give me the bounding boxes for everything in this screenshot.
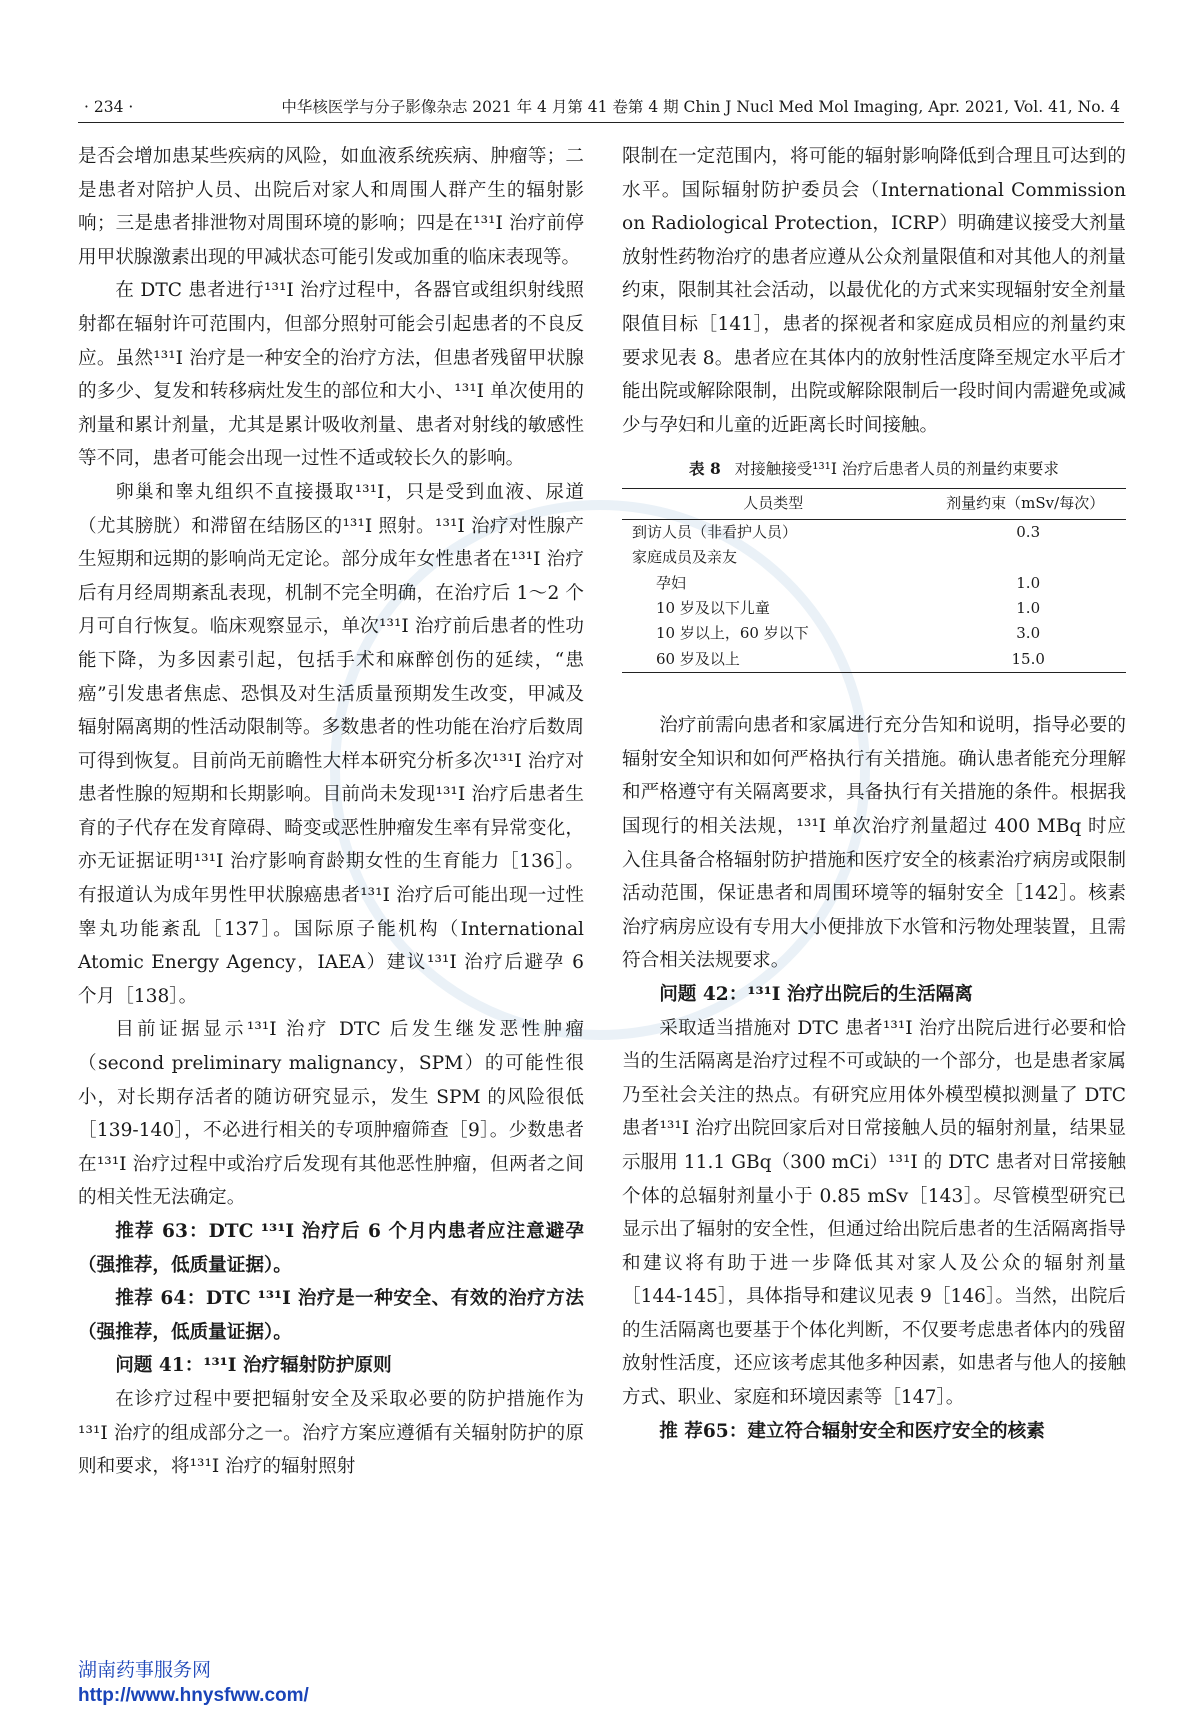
table-cell: 0.3 xyxy=(1016,522,1041,541)
table-row xyxy=(622,571,1126,596)
table-row xyxy=(622,596,1126,621)
table-cell: 1.0 xyxy=(1016,598,1041,617)
table-cell: 15.0 xyxy=(1011,649,1045,668)
paragraph: 在诊疗过程中要把辐射安全及采取必要的防护措施作为¹³¹I 治疗的组成部分之一。治疗方案应遵循有关辐射防护的原则和要求，将¹³¹I 治疗的辐射照射 xyxy=(78,1388,584,1478)
paragraph: 在 DTC 患者进行¹³¹I 治疗过程中，各器官或组织射线照射都在辐射许可范围内，但部分照射可能会引起患者的不良反应。虽然¹³¹I 治疗是一种安全的治疗方法，但患者残留甲状腺的多少、复发和转移病灶发生的部位和大小、¹³¹I 单次使用的剂量和累计剂量，尤其是累计吸收剂量、患者对射线的敏感性等不同，患者可能会出现一过性不适或较长久的影响。 xyxy=(78,280,584,470)
table-title: 对接触接受¹³¹I 治疗后患者人员的剂量约束要求 xyxy=(734,460,1059,479)
table-label: 表 8 xyxy=(689,459,721,479)
table-caption xyxy=(622,456,1126,482)
recommendation-65: 推 荐65：建立符合辐射安全和医疗安全的核素 xyxy=(659,1420,1045,1442)
paragraph: 治疗前需向患者和家属进行充分告知和说明，指导必要的辐射安全知识和如何严格执行有关措施。确认患者能充分理解和严格遵守有关隔离要求，具备执行有关措施的条件。根据我国现行的相关法规，¹³¹I 单次治疗剂量超过 400 MBq 时应入住具备合格辐射防护措施和医疗安全的核素治疗病房或限制活动范围，保证患者和周围环境等的辐射安全［142］。核素治疗病房应设有专用大小便排放下水管和污物处理装置，且需符合相关法规要求。 xyxy=(622,715,1126,972)
table-cell: 10 岁以上，60 岁以下 xyxy=(656,624,809,643)
paragraph: 限制在一定范围内，将可能的辐射影响降低到合理且可达到的水平。国际辐射防护委员会（International Commission on Radiological Protection，ICRP）明确建议接受大剂量放射性药物治疗的患者应遵从公众剂量限值和对其他人的剂量约束，限制其社会活动，以最优化的方式来实现辐射安全剂量限值目标［141］，患者的探视者和家庭成员相应的剂量约束要求见表 8。患者应在其体内的放射性活度降至规定水平后才能出院或解除限制，出院或解除限制后一段时间内需避免或减少与孕妇和儿童的近距离长时间接触。 xyxy=(622,146,1126,436)
paragraph: 是否会增加患某些疾病的风险，如血液系统疾病、肿瘤等；二是患者对陪护人员、出院后对家人和周围人群产生的辐射影响；三是患者排泄物对周围环境的影响；四是在¹³¹I 治疗前停用甲状腺激素出现的甲减状态可能引发或加重的临床表现等。 xyxy=(78,146,584,268)
question-41-heading: 问题 41：¹³¹I 治疗辐射防护原则 xyxy=(115,1355,392,1377)
recommendation-64: 推荐 64：DTC ¹³¹I 治疗是一种安全、有效的治疗方法（强推荐，低质量证据）。 xyxy=(78,1288,584,1343)
site-url[interactable]: http://www.hnysfww.com/ xyxy=(78,1685,309,1706)
table-cell xyxy=(924,545,1126,570)
recommendation-63: 推荐 63：DTC ¹³¹I 治疗后 6 个月内患者应注意避孕（强推荐，低质量证据）。 xyxy=(78,1221,584,1276)
column-header: 剂量约束（mSv/每次） xyxy=(924,489,1126,519)
site-name: 湖南药事服务网 xyxy=(78,1660,212,1681)
paragraph: 目前证据显示¹³¹I 治疗 DTC 后发生继发恶性肿瘤（second preliminary malignancy，SPM）的可能性很小，对长期存活者的随访研究显示，发生 SPM 的风险很低［139-140］，不必进行相关的专项肿瘤筛查［9］。少数患者在¹³¹I 治疗过程中或治疗后发现有其他恶性肿瘤，但两者之间的相关性无法确定。 xyxy=(78,1019,584,1209)
column-header: 人员类型 xyxy=(622,489,924,519)
question-42-heading: 问题 42：¹³¹I 治疗出院后的生活隔离 xyxy=(659,983,973,1005)
right-column xyxy=(622,140,1126,1448)
left-column xyxy=(78,140,584,1484)
paragraph: 采取适当措施对 DTC 患者¹³¹I 治疗出院后进行必要和恰当的生活隔离是治疗过程不可或缺的一个部分，也是患者家属乃至社会关注的热点。有研究应用体外模型模拟测量了 DTC 患者¹³¹I 治疗出院回家后对日常接触人员的辐射剂量，结果显示服用 11.1 GBq（300 mCi）¹³¹I 的 DTC 患者对日常接触个体的总辐射剂量小于 0.85 mSv［143］。尽管模型研究已显示出了辐射的安全性，但通过给出院后患者的生活隔离指导和建议将有助于进一步降低其对家人及公众的辐射剂量［144-145］，具体指导和建议见表 9［146］。当然，出院后的生活隔离也要基于个体化判断，不仅要考虑患者体内的残留放射性活度，还应该考虑其他多种因素，如患者与他人的接触方式、职业、家庭和环境因素等［147］。 xyxy=(622,1017,1126,1409)
table-row xyxy=(622,519,1126,545)
table-cell: 孕妇 xyxy=(656,573,687,592)
journal-title: 中华核医学与分子影像杂志 2021 年 4 月第 41 卷第 4 期 Chin J Nucl Med Mol Imaging, Apr. 2021, Vol. 41, No. 4 xyxy=(281,98,1120,116)
dose-constraint-table xyxy=(622,488,1126,673)
table-row xyxy=(622,545,1126,570)
table-cell: 到访人员（非看护人员） xyxy=(632,522,798,541)
site-footer xyxy=(78,1658,309,1708)
table-cell: 3.0 xyxy=(1016,624,1041,643)
table-cell: 10 岁及以下儿童 xyxy=(656,598,770,617)
table-cell: 60 岁及以上 xyxy=(656,649,740,668)
table-row xyxy=(622,647,1126,673)
running-header xyxy=(78,92,1124,123)
table-cell: 家庭成员及亲友 xyxy=(632,548,738,567)
table-row xyxy=(622,621,1126,646)
page-number: · 234 · xyxy=(84,98,134,116)
table-cell: 1.0 xyxy=(1016,573,1041,592)
table-header-row xyxy=(622,489,1126,519)
paragraph: 卵巢和睾丸组织不直接摄取¹³¹I，只是受到血液、尿道（尤其膀胱）和滞留在结肠区的¹³¹I 照射。¹³¹I 治疗对性腺产生短期和远期的影响尚无定论。部分成年女性患者在¹³¹I 治疗后有月经周期紊乱表现，机制不完全明确，在治疗后 1～2 个月可自行恢复。临床观察显示，单次¹³¹I 治疗前后患者的性功能下降，为多因素引起，包括手术和麻醉创伤的延续，“患癌”引发患者焦虑、恐惧及对生活质量预期发生改变，甲减及辐射隔离期的性活动限制等。多数患者的性功能在治疗后数周可得到恢复。目前尚无前瞻性大样本研究分析多次¹³¹I 治疗对患者性腺的短期和长期影响。目前尚未发现¹³¹I 治疗后患者生育的子代存在发育障碍、畸变或恶性肿瘤发生率有异常变化，亦无证据证明¹³¹I 治疗影响育龄期女性的生育能力［136］。有报道认为成年男性甲状腺癌患者¹³¹I 治疗后可能出现一过性睾丸功能紊乱［137］。国际原子能机构（International Atomic Energy Agency，IAEA）建议¹³¹I 治疗后避孕 6 个月［138］。 xyxy=(78,481,584,1007)
